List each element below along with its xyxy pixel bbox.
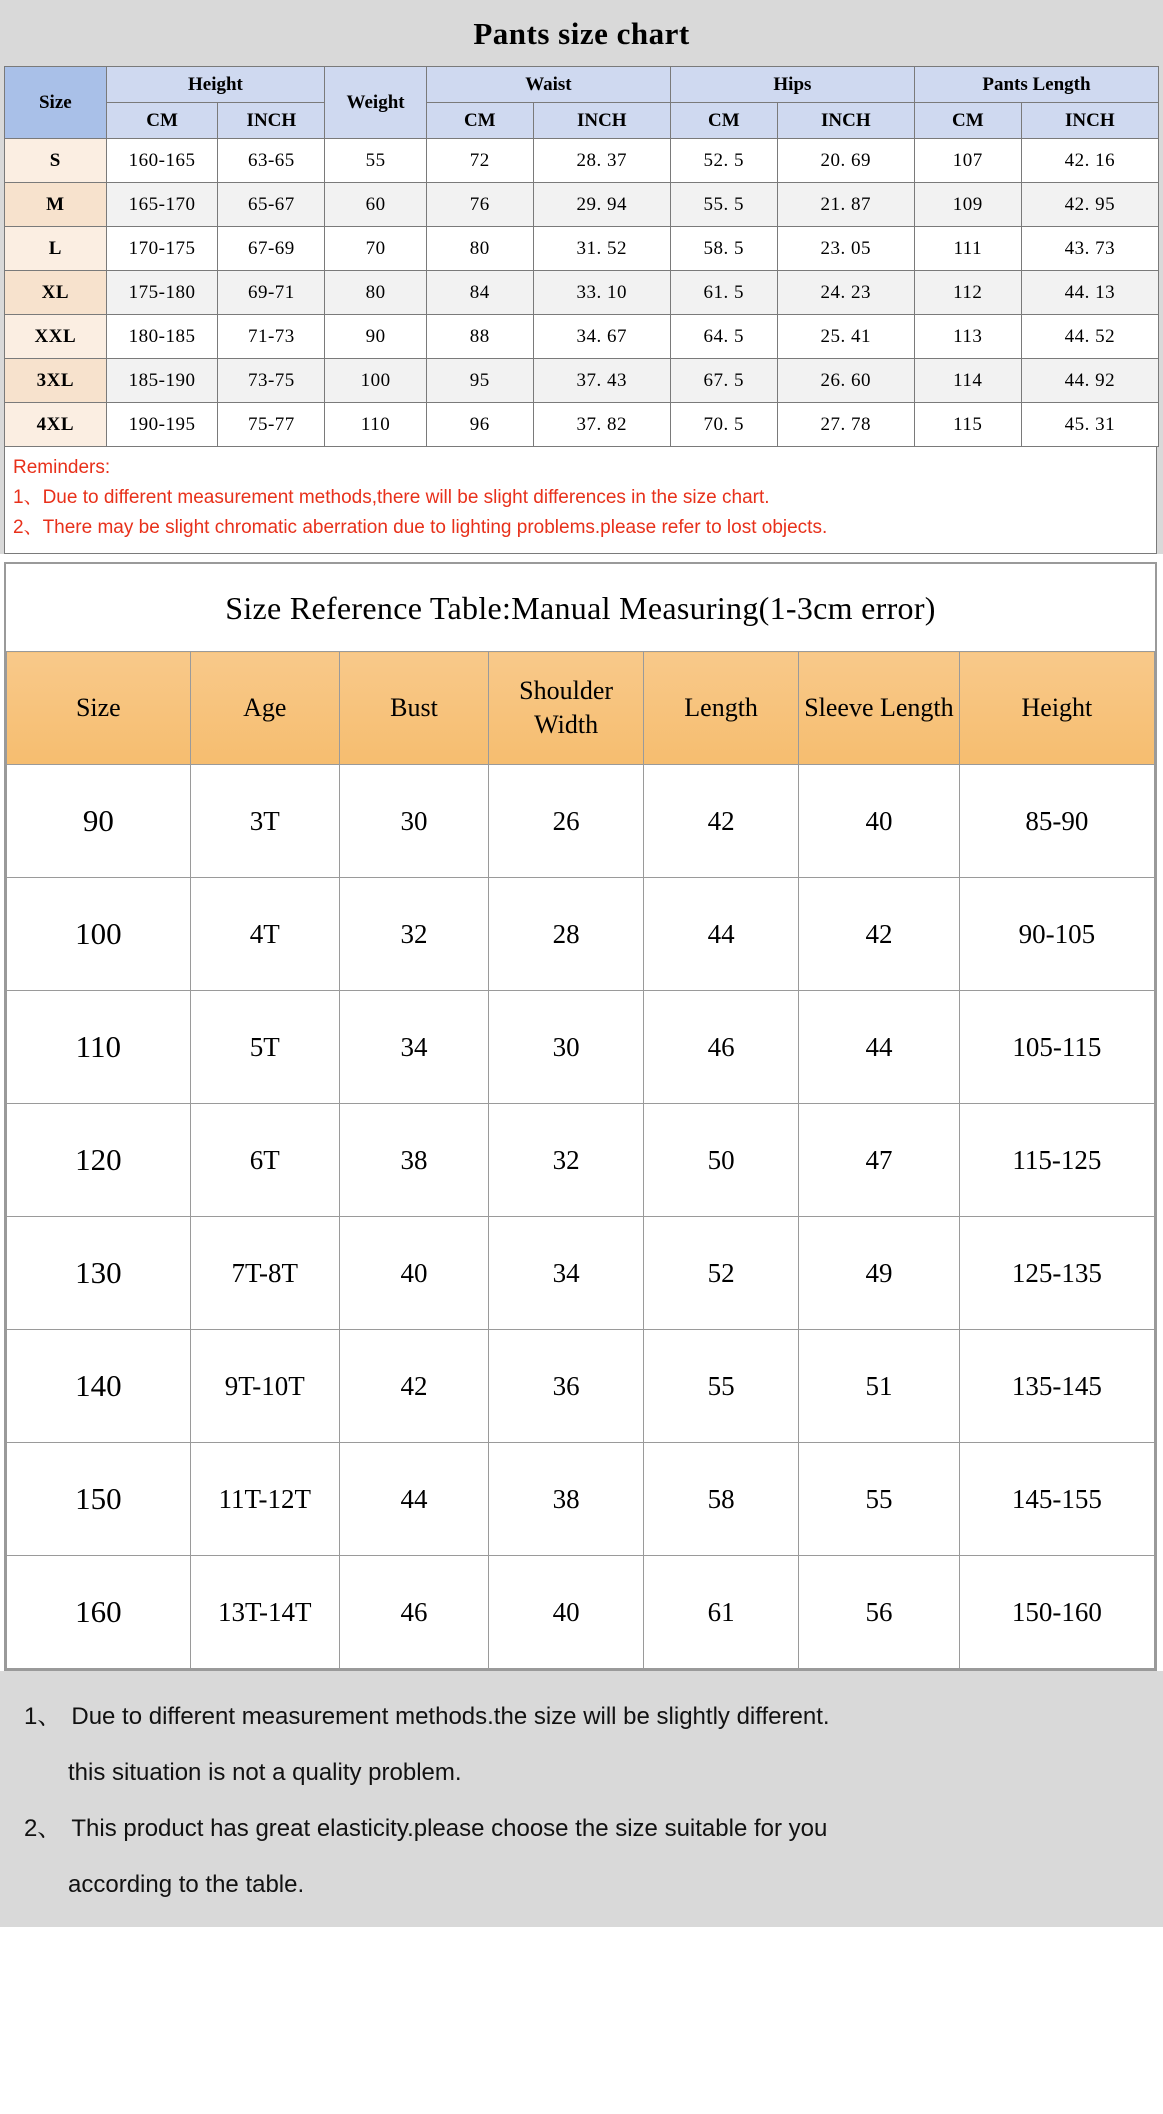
cell-height: 150-160 [959, 1556, 1154, 1669]
cell-hips-inch: 24. 23 [777, 271, 914, 315]
cell-sleeve-length: 40 [799, 765, 960, 878]
cell-height-cm: 185-190 [106, 359, 218, 403]
cell-waist-cm: 80 [426, 227, 533, 271]
header-height: Height [106, 67, 325, 103]
cell-shoulder-width: 28 [489, 878, 644, 991]
cell-age: 4T [190, 878, 339, 991]
cell-length: 52 [644, 1217, 799, 1330]
header-size: Size [5, 67, 107, 139]
reminder-line-2: 2、There may be slight chromatic aberration due to lighting problems.please refer to lost objects. [13, 517, 828, 538]
note-item [24, 1801, 1139, 1913]
cell-size: 150 [7, 1443, 191, 1556]
cell-size: 110 [7, 991, 191, 1104]
table-row [5, 403, 1159, 447]
pants-size-chart-section [0, 0, 1163, 554]
cell-hips-cm: 52. 5 [670, 139, 777, 183]
cell-length-cm: 112 [914, 271, 1021, 315]
cell-hips-inch: 26. 60 [777, 359, 914, 403]
cell-weight-kg: 90 [325, 315, 427, 359]
pants-size-table [4, 66, 1159, 447]
cell-length: 46 [644, 991, 799, 1104]
cell-hips-cm: 61. 5 [670, 271, 777, 315]
cell-length-cm: 114 [914, 359, 1021, 403]
cell-length-cm: 115 [914, 403, 1021, 447]
cell-age: 11T-12T [190, 1443, 339, 1556]
cell-waist-inch: 33. 10 [533, 271, 670, 315]
cell-size: XXL [5, 315, 107, 359]
table-row [7, 1556, 1155, 1669]
cell-length-cm: 107 [914, 139, 1021, 183]
cell-height-inch: 63-65 [218, 139, 325, 183]
cell-sleeve-length: 55 [799, 1443, 960, 1556]
cell-length: 55 [644, 1330, 799, 1443]
cell-waist-inch: 34. 67 [533, 315, 670, 359]
header-size: Size [7, 652, 191, 765]
cell-weight-kg: 100 [325, 359, 427, 403]
header-bust: Bust [339, 652, 488, 765]
cell-height-cm: 165-170 [106, 183, 218, 227]
cell-size: 120 [7, 1104, 191, 1217]
header-pants-length: Pants Length [914, 67, 1158, 103]
reminders-block [4, 447, 1157, 554]
table-row [5, 227, 1159, 271]
cell-length-inch: 44. 13 [1021, 271, 1158, 315]
header-sleeve-length: Sleeve Length [799, 652, 960, 765]
table-row [7, 765, 1155, 878]
note-text: This product has great elasticity.please choose the size suitable for you [71, 1815, 828, 1842]
cell-bust: 38 [339, 1104, 488, 1217]
cell-length-inch: 44. 92 [1021, 359, 1158, 403]
cell-shoulder-width: 30 [489, 991, 644, 1104]
note-text: Due to different measurement methods.the size will be slightly different. [71, 1703, 830, 1730]
table-row [7, 1217, 1155, 1330]
cell-size: 3XL [5, 359, 107, 403]
cell-waist-inch: 28. 37 [533, 139, 670, 183]
cell-bust: 46 [339, 1556, 488, 1669]
cell-size: 90 [7, 765, 191, 878]
cell-shoulder-width: 38 [489, 1443, 644, 1556]
note-subtext: this situation is not a quality problem. [68, 1759, 462, 1786]
table-row [7, 1104, 1155, 1217]
reminders-heading: Reminders: [13, 457, 111, 478]
cell-waist-cm: 72 [426, 139, 533, 183]
cell-age: 9T-10T [190, 1330, 339, 1443]
cell-shoulder-width: 34 [489, 1217, 644, 1330]
pants-chart-title: Pants size chart [473, 16, 690, 51]
cell-size: 100 [7, 878, 191, 991]
cell-length: 58 [644, 1443, 799, 1556]
table-row [5, 315, 1159, 359]
cell-waist-inch: 29. 94 [533, 183, 670, 227]
cell-bust: 42 [339, 1330, 488, 1443]
cell-height: 115-125 [959, 1104, 1154, 1217]
cell-weight-kg: 60 [325, 183, 427, 227]
cell-weight-kg: 110 [325, 403, 427, 447]
cell-height-inch: 75-77 [218, 403, 325, 447]
cell-age: 6T [190, 1104, 339, 1217]
cell-length: 42 [644, 765, 799, 878]
cell-age: 13T-14T [190, 1556, 339, 1669]
cell-height-inch: 71-73 [218, 315, 325, 359]
cell-height: 125-135 [959, 1217, 1154, 1330]
cell-length-inch: 44. 52 [1021, 315, 1158, 359]
cell-size: S [5, 139, 107, 183]
cell-shoulder-width: 26 [489, 765, 644, 878]
cell-age: 7T-8T [190, 1217, 339, 1330]
pants-table-group-header-row [5, 67, 1159, 103]
cell-length: 50 [644, 1104, 799, 1217]
cell-hips-inch: 20. 69 [777, 139, 914, 183]
note-subtext: according to the table. [68, 1871, 305, 1898]
cell-sleeve-length: 51 [799, 1330, 960, 1443]
pants-table-unit-header-row [5, 103, 1159, 139]
cell-size: M [5, 183, 107, 227]
cell-bust: 32 [339, 878, 488, 991]
cell-shoulder-width: 32 [489, 1104, 644, 1217]
cell-height-inch: 69-71 [218, 271, 325, 315]
bottom-notes-section [0, 1671, 1163, 1927]
cell-shoulder-width: 36 [489, 1330, 644, 1443]
cell-weight-kg: 55 [325, 139, 427, 183]
unit-height-inch: INCH [218, 103, 325, 139]
reference-table-title: Size Reference Table:Manual Measuring(1-3cm error) [225, 590, 936, 626]
cell-hips-cm: 67. 5 [670, 359, 777, 403]
unit-length-cm: CM [914, 103, 1021, 139]
cell-height-inch: 73-75 [218, 359, 325, 403]
cell-weight-kg: 70 [325, 227, 427, 271]
header-hips: Hips [670, 67, 914, 103]
cell-length-inch: 42. 95 [1021, 183, 1158, 227]
cell-height: 135-145 [959, 1330, 1154, 1443]
cell-height-inch: 65-67 [218, 183, 325, 227]
header-shoulder-width: Shoulder Width [489, 652, 644, 765]
cell-hips-inch: 27. 78 [777, 403, 914, 447]
cell-shoulder-width: 40 [489, 1556, 644, 1669]
cell-waist-cm: 95 [426, 359, 533, 403]
cell-size: XL [5, 271, 107, 315]
cell-height: 90-105 [959, 878, 1154, 991]
cell-age: 3T [190, 765, 339, 878]
cell-bust: 40 [339, 1217, 488, 1330]
header-height: Height [959, 652, 1154, 765]
cell-size: 160 [7, 1556, 191, 1669]
cell-hips-cm: 55. 5 [670, 183, 777, 227]
cell-waist-inch: 31. 52 [533, 227, 670, 271]
table-row [5, 139, 1159, 183]
unit-height-cm: CM [106, 103, 218, 139]
cell-length-cm: 111 [914, 227, 1021, 271]
note-index: 2、 [24, 1815, 62, 1842]
table-row [5, 359, 1159, 403]
cell-length-inch: 45. 31 [1021, 403, 1158, 447]
cell-hips-cm: 70. 5 [670, 403, 777, 447]
cell-length: 61 [644, 1556, 799, 1669]
cell-length-cm: 113 [914, 315, 1021, 359]
cell-height-cm: 175-180 [106, 271, 218, 315]
reference-header-row [7, 652, 1155, 765]
cell-waist-inch: 37. 82 [533, 403, 670, 447]
cell-height: 105-115 [959, 991, 1154, 1104]
cell-weight-kg: 80 [325, 271, 427, 315]
cell-sleeve-length: 42 [799, 878, 960, 991]
cell-sleeve-length: 56 [799, 1556, 960, 1669]
cell-height-cm: 180-185 [106, 315, 218, 359]
table-row [5, 183, 1159, 227]
cell-hips-inch: 21. 87 [777, 183, 914, 227]
cell-waist-cm: 96 [426, 403, 533, 447]
cell-size: 4XL [5, 403, 107, 447]
cell-height: 145-155 [959, 1443, 1154, 1556]
cell-hips-cm: 64. 5 [670, 315, 777, 359]
size-reference-section [4, 562, 1157, 1671]
cell-sleeve-length: 44 [799, 991, 960, 1104]
cell-length: 44 [644, 878, 799, 991]
cell-length-inch: 42. 16 [1021, 139, 1158, 183]
cell-height-cm: 170-175 [106, 227, 218, 271]
header-waist: Waist [426, 67, 670, 103]
cell-waist-cm: 88 [426, 315, 533, 359]
table-row [7, 991, 1155, 1104]
header-weight: Weight [325, 67, 427, 139]
unit-waist-inch: INCH [533, 103, 670, 139]
cell-length-cm: 109 [914, 183, 1021, 227]
cell-size: 130 [7, 1217, 191, 1330]
cell-bust: 30 [339, 765, 488, 878]
cell-size: L [5, 227, 107, 271]
cell-height-cm: 160-165 [106, 139, 218, 183]
note-item [24, 1689, 1139, 1801]
header-length: Length [644, 652, 799, 765]
cell-length-inch: 43. 73 [1021, 227, 1158, 271]
cell-height: 85-90 [959, 765, 1154, 878]
unit-waist-cm: CM [426, 103, 533, 139]
cell-bust: 34 [339, 991, 488, 1104]
cell-size: 140 [7, 1330, 191, 1443]
unit-hips-cm: CM [670, 103, 777, 139]
cell-hips-cm: 58. 5 [670, 227, 777, 271]
cell-age: 5T [190, 991, 339, 1104]
cell-hips-inch: 25. 41 [777, 315, 914, 359]
cell-waist-cm: 84 [426, 271, 533, 315]
table-row [7, 1330, 1155, 1443]
cell-waist-inch: 37. 43 [533, 359, 670, 403]
unit-length-inch: INCH [1021, 103, 1158, 139]
cell-waist-cm: 76 [426, 183, 533, 227]
note-index: 1、 [24, 1703, 62, 1730]
reminder-line-1: 1、Due to different measurement methods,there will be slight differences in the size chart. [13, 487, 770, 508]
table-row [7, 878, 1155, 991]
size-reference-table [6, 651, 1155, 1669]
cell-sleeve-length: 49 [799, 1217, 960, 1330]
cell-height-inch: 67-69 [218, 227, 325, 271]
unit-hips-inch: INCH [777, 103, 914, 139]
cell-hips-inch: 23. 05 [777, 227, 914, 271]
table-row [5, 271, 1159, 315]
cell-sleeve-length: 47 [799, 1104, 960, 1217]
cell-height-cm: 190-195 [106, 403, 218, 447]
table-row [7, 1443, 1155, 1556]
cell-bust: 44 [339, 1443, 488, 1556]
header-age: Age [190, 652, 339, 765]
